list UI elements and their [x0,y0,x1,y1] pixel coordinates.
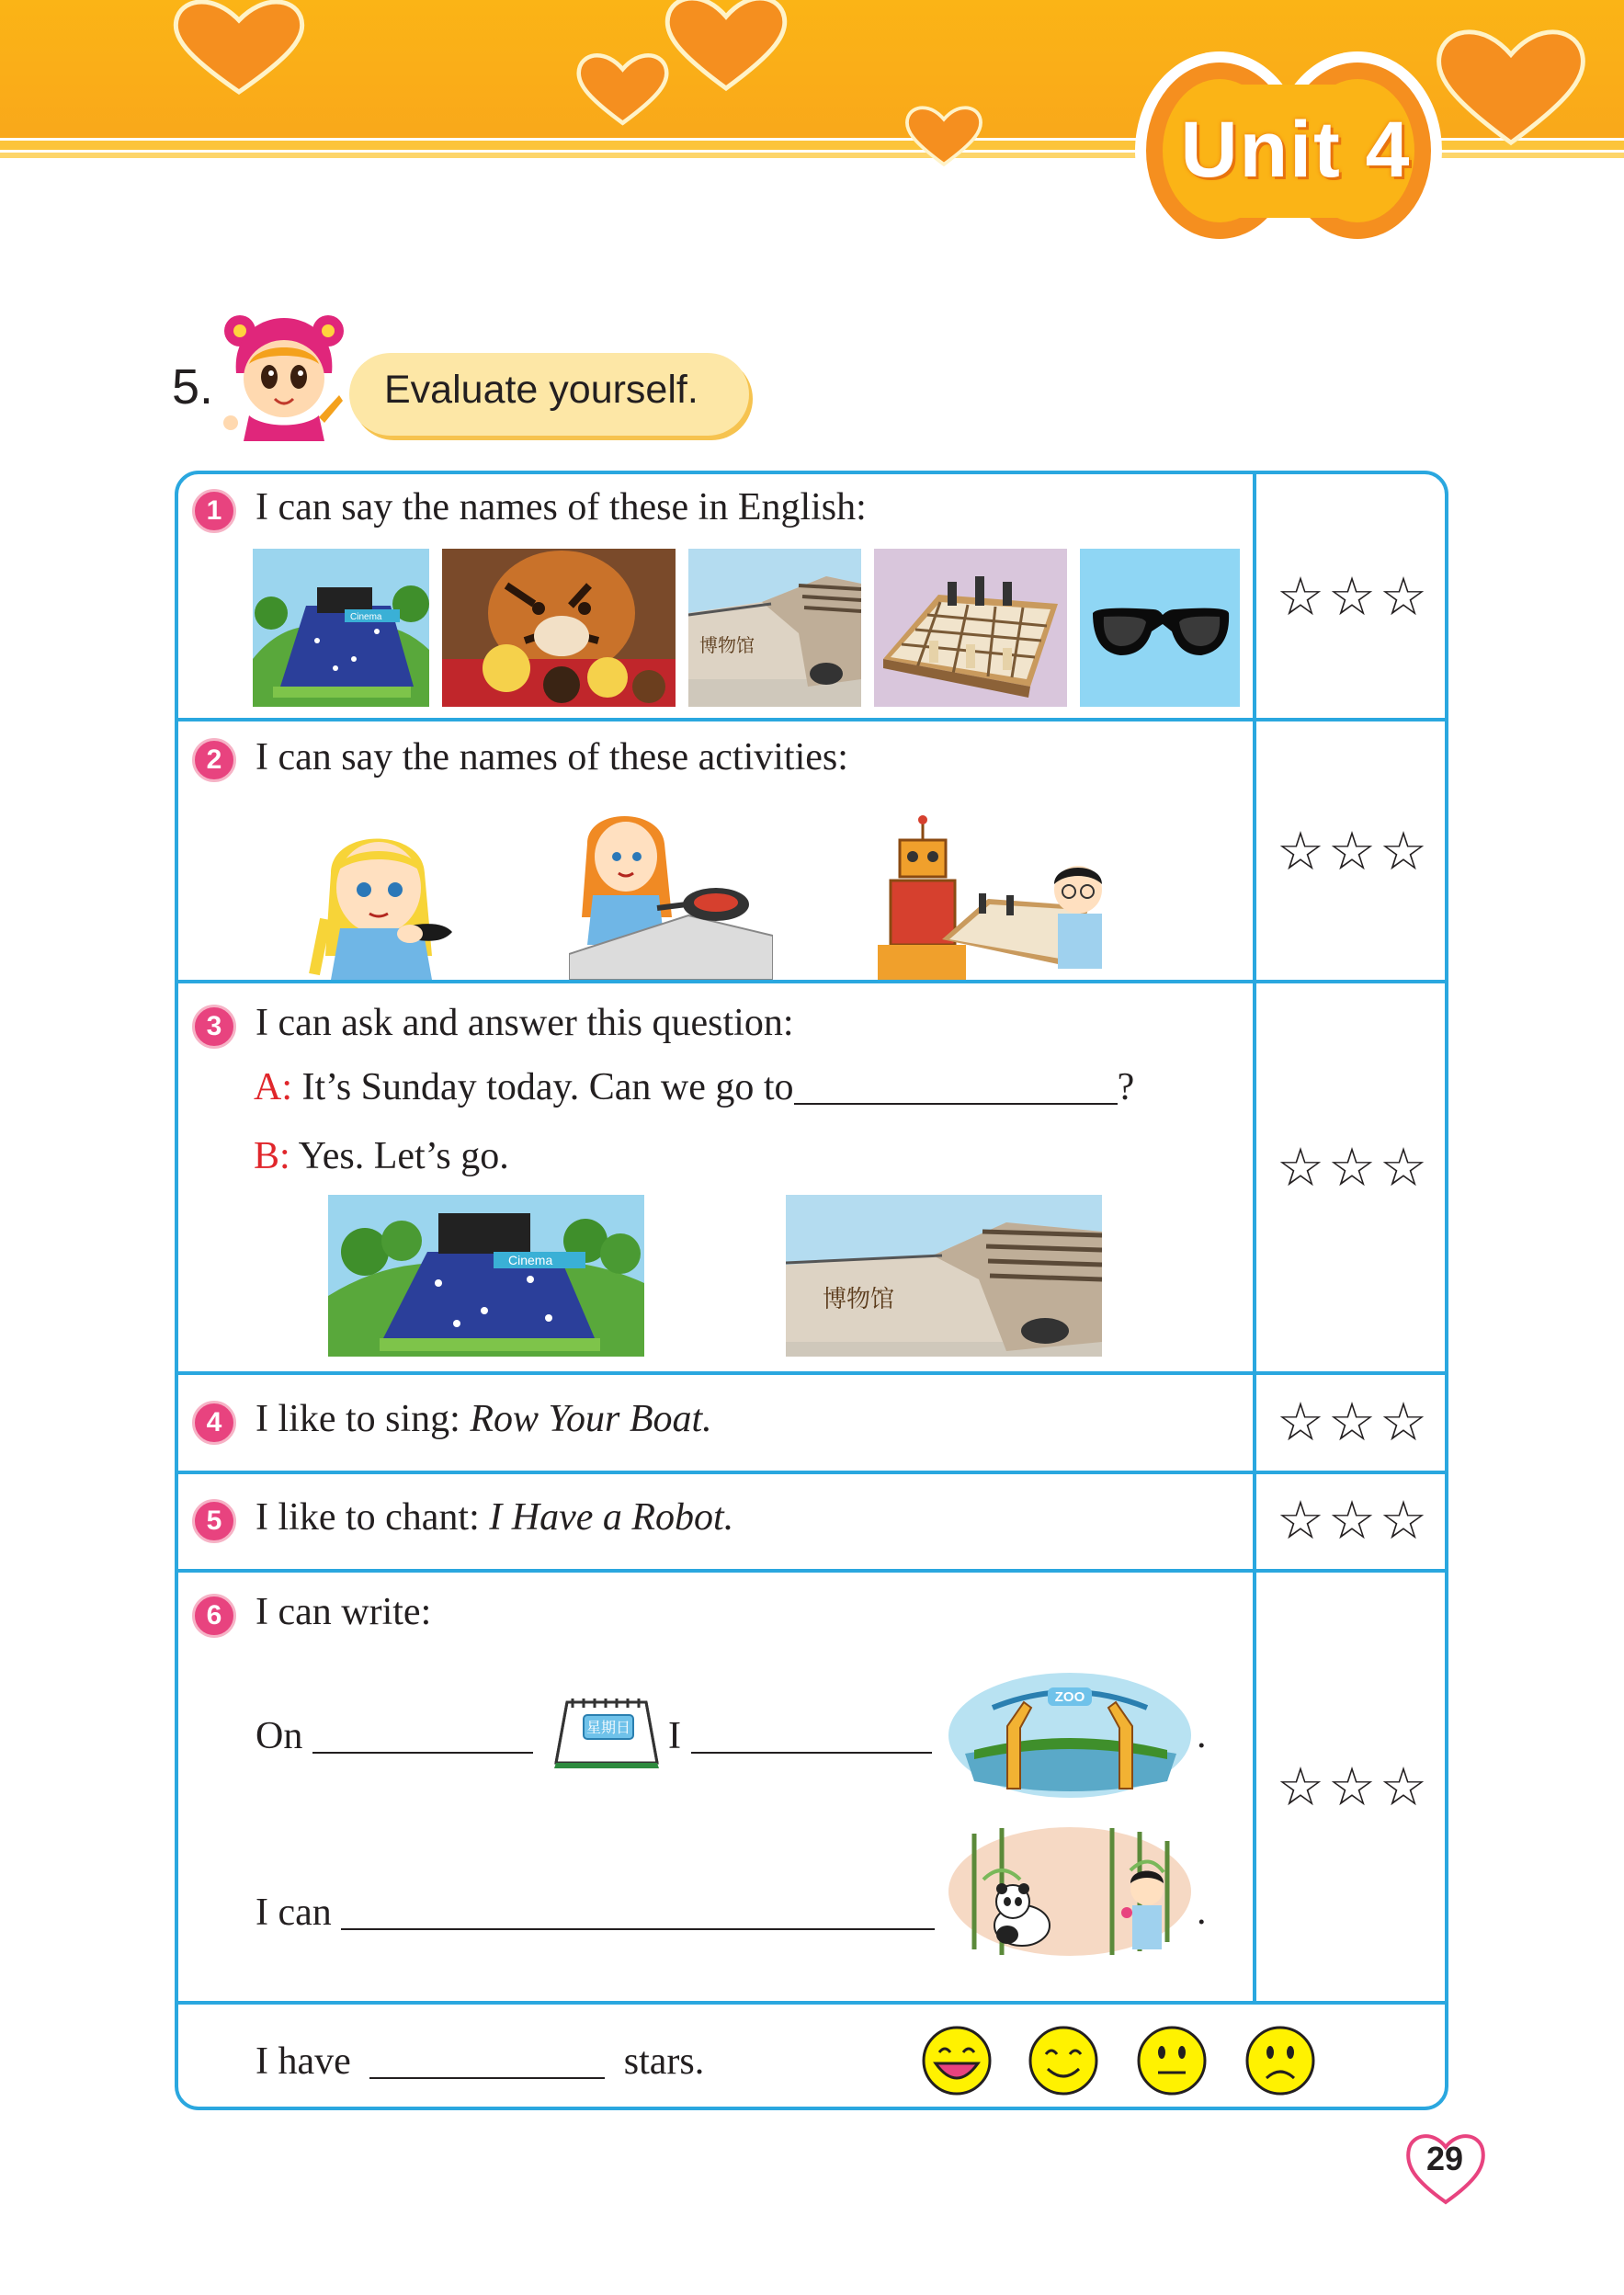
speaker-a: A: [254,1066,292,1108]
write-line-1-end: . [1197,1714,1207,1756]
i-label: I [668,1715,681,1757]
star-rating-row-3: ☆☆☆ [1277,1136,1431,1199]
star-rating-row-2: ☆☆☆ [1277,820,1431,882]
heart-icon [662,0,790,94]
answer-blank[interactable] [794,1064,1118,1105]
museum-sign-text: 博物馆 [699,634,755,656]
star-rating-row-4: ☆☆☆ [1277,1391,1431,1453]
speaker-b: B: [254,1135,290,1177]
row-number-badge: 1 [192,489,236,533]
star-rating-row-6: ☆☆☆ [1277,1755,1431,1818]
page-number: 29 [1425,2140,1464,2177]
cinema-picture [253,549,429,707]
on-label: On [256,1715,303,1757]
neutral-face-icon [1136,2025,1208,2096]
chant-title: I Have a Robot. [489,1496,734,1539]
star-rating-row-1: ☆☆☆ [1277,565,1431,628]
row-2-text: I can say the names of these activities: [256,736,848,778]
zoo-sign-text: ZOO [1054,1689,1085,1705]
museum-picture-large [786,1195,1102,1357]
row-divider [176,1471,1447,1474]
zoo-picture [947,1671,1193,1800]
heart-icon [903,99,984,173]
girl-glasses-picture [303,818,460,980]
day-blank[interactable] [312,1713,533,1754]
star-count-blank[interactable] [369,2039,605,2079]
summary-start: I have [256,2040,351,2083]
row-divider [176,1569,1447,1573]
column-divider [1253,472,1256,2004]
row-1-text: I can say the names of these in English: [256,486,867,528]
activity-blank[interactable] [691,1713,932,1754]
museum-sign-text: 博物馆 [823,1286,895,1313]
row-divider [176,1371,1447,1375]
row-number-badge: 6 [192,1594,236,1638]
heart-icon [170,0,308,97]
glasses-picture [1080,549,1240,707]
row-number-badge: 3 [192,1005,236,1049]
laughing-face-icon [921,2025,993,2096]
row-divider [176,718,1447,721]
sentence-blank[interactable] [341,1890,935,1930]
girl-cooking-picture [569,807,773,980]
panda-zoo-picture [947,1824,1193,1959]
calendar-label: 星期日 [585,1719,631,1736]
cinema-sign-text: Cinema [350,612,382,622]
write-line-2 [256,1890,935,1935]
heart-icon [574,48,671,131]
i-can-label: I can [256,1892,332,1934]
heart-icon [1432,18,1590,156]
dialogue-line-a [254,1064,1134,1109]
museum-picture [688,549,861,707]
tiger-zoo-picture [442,549,676,707]
row-divider [176,2001,1447,2005]
chess-picture [874,549,1067,707]
row-6-text: I can write: [256,1591,432,1633]
sad-face-icon [1244,2025,1316,2096]
row-number-badge: 5 [192,1499,236,1543]
unit-label: Unit 4 [1180,106,1412,194]
song-title: Row Your Boat. [470,1398,712,1440]
calendar-icon [551,1687,663,1768]
write-line-1-continued [668,1713,932,1758]
task-title: Evaluate yourself. [384,368,698,412]
row-4-text [256,1397,712,1441]
line-a-end: ? [1117,1066,1135,1108]
line-a-text: It’s Sunday today. Can we go to [301,1066,794,1108]
robot-chess-picture [878,811,1117,980]
mascot-girl-illustration [223,312,345,441]
smiling-face-icon [1028,2025,1099,2096]
row-3-text: I can ask and answer this question: [256,1002,794,1044]
dialogue-line-b [254,1134,509,1178]
summary-end: stars. [623,2040,705,2083]
summary-line [256,2039,704,2084]
line-b-text: Yes. Let’s go. [298,1135,509,1177]
cinema-sign-text: Cinema [508,1253,553,1267]
star-rating-row-5: ☆☆☆ [1277,1489,1431,1551]
write-line-2-end: . [1197,1891,1207,1933]
task-number: 5. [172,359,214,415]
cinema-picture-large [328,1195,644,1357]
write-line-1 [256,1713,533,1758]
row-4-prefix: I like to sing: [256,1398,471,1440]
row-5-prefix: I like to chant: [256,1496,490,1539]
row-divider [176,980,1447,983]
row-5-text [256,1495,733,1539]
row-number-badge: 4 [192,1401,236,1445]
row-number-badge: 2 [192,738,236,782]
